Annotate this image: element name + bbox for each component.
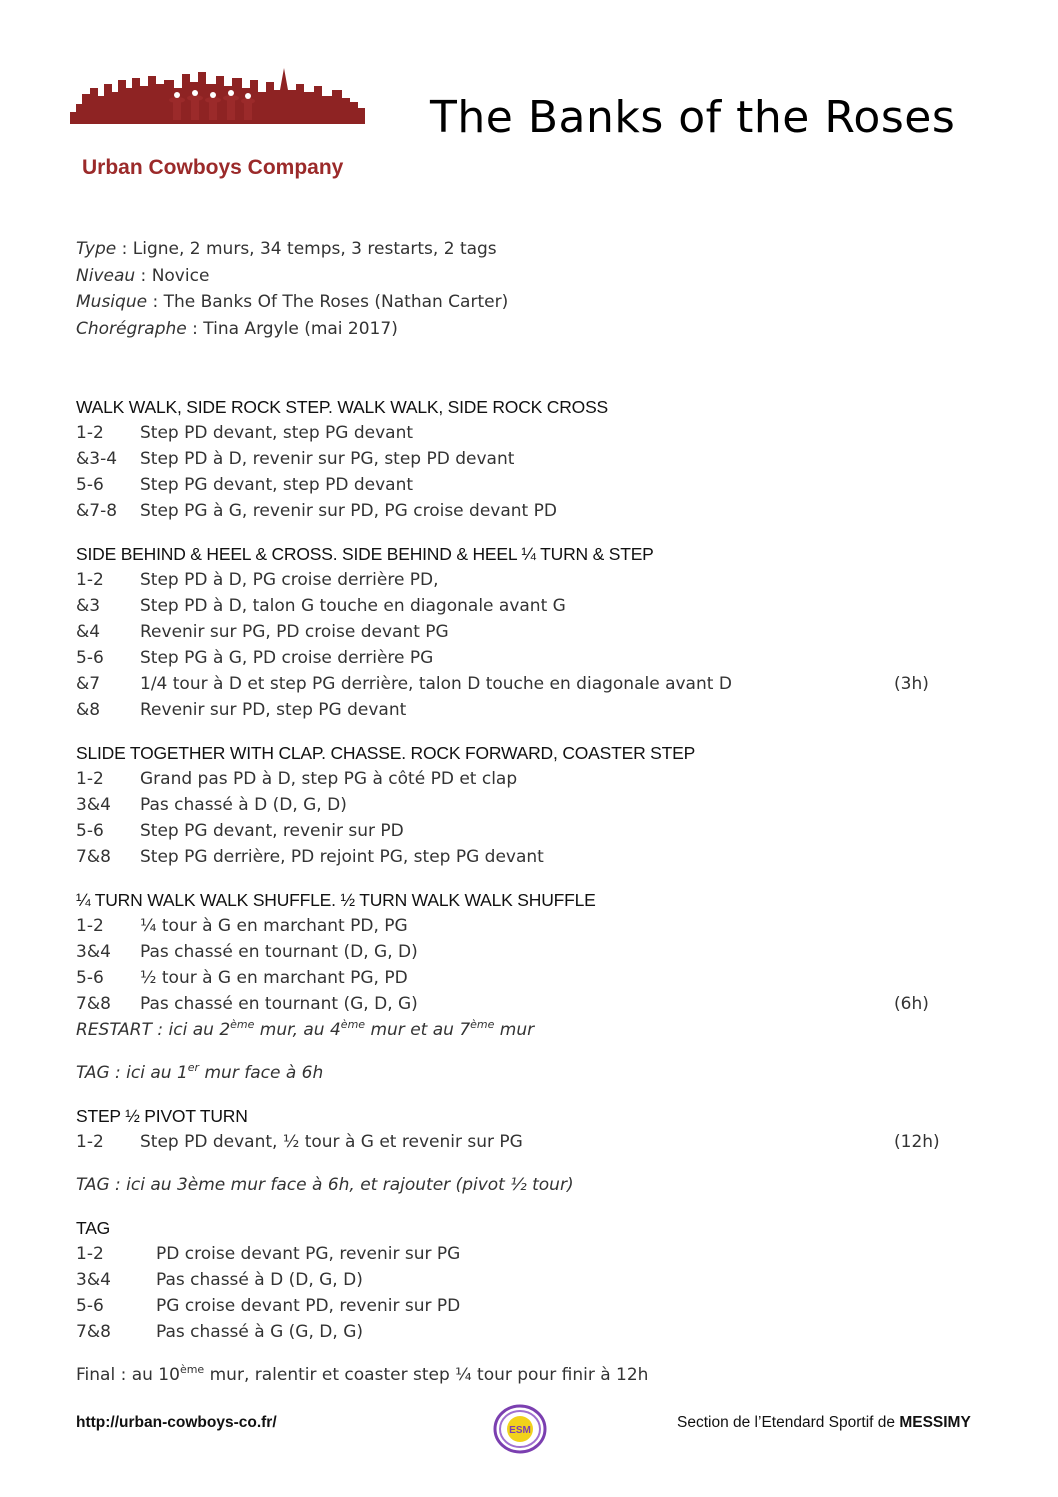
section-title: SLIDE TOGETHER WITH CLAP. CHASSE. ROCK FORWARD, COASTER STEP: [76, 743, 696, 763]
step-desc: Step PD devant, step PG devant: [140, 423, 414, 443]
step-count: 7&8: [76, 994, 111, 1014]
step-row: [76, 991, 956, 1017]
step-desc: Revenir sur PG, PD croise devant PG: [140, 622, 449, 642]
company-name: Urban Cowboys Company: [82, 156, 344, 179]
step-desc: 1/4 tour à D et step PG derrière, talon D touche en diagonale avant D: [140, 674, 732, 694]
step-desc: Pas chassé à G (G, D, G): [156, 1322, 363, 1342]
section-title: SIDE BEHIND & HEEL & CROSS. SIDE BEHIND & HEEL ¼ TURN & STEP: [76, 544, 654, 564]
step-desc: ½ tour à G en marchant PG, PD: [140, 968, 408, 988]
step-desc: Pas chassé en tournant (D, G, D): [140, 942, 418, 962]
step-row: [76, 645, 956, 671]
step-facing: (6h): [894, 994, 929, 1014]
step-count: &7-8: [76, 501, 118, 521]
step-row: [76, 498, 956, 524]
final-note: Final : au 10ème mur, ralentir et coaster step ¼ tour pour finir à 12h: [76, 1363, 649, 1385]
step-count: 1-2: [76, 570, 104, 590]
step-desc: Pas chassé en tournant (G, D, G): [140, 994, 418, 1014]
step-desc: Step PG derrière, PD rejoint PG, step PG devant: [140, 847, 544, 867]
info-type: Type : Ligne, 2 murs, 34 temps, 3 restarts, 2 tags: [76, 239, 497, 259]
step-sheet: [76, 394, 956, 1388]
step-desc: PD croise devant PG, revenir sur PG: [156, 1244, 461, 1264]
section-title: TAG: [76, 1218, 111, 1238]
step-row: [76, 567, 956, 593]
step-row: [76, 619, 956, 645]
step-row: [76, 818, 956, 844]
club-section: Section de l’Etendard Sportif de MESSIMY: [677, 1414, 971, 1431]
step-row: [76, 939, 956, 965]
step-count: 1-2: [76, 1132, 104, 1152]
step-count: 3&4: [76, 795, 111, 815]
step-row: [76, 792, 956, 818]
step-count: 1-2: [76, 916, 104, 936]
step-count: &8: [76, 700, 101, 720]
step-desc: Step PD à D, PG croise derrière PD,: [140, 570, 439, 590]
info-choreographer: Chorégraphe : Tina Argyle (mai 2017): [76, 318, 398, 339]
city-skyline-cowboys-icon: [70, 68, 365, 128]
step-desc: Grand pas PD à D, step PG à côté PD et clap: [140, 769, 518, 789]
step-row: [76, 1319, 956, 1345]
step-desc: Revenir sur PD, step PG devant: [140, 700, 407, 720]
esm-logo-text: ESM: [509, 1425, 531, 1436]
esm-logo: [492, 1403, 548, 1455]
info-level: Niveau : Novice: [76, 265, 210, 286]
step-count: &4: [76, 622, 101, 642]
step-count: 1-2: [76, 1244, 104, 1264]
step-count: 1-2: [76, 423, 104, 443]
step-row: [76, 593, 956, 619]
step-desc: Step PD devant, ½ tour à G et revenir sur PG: [140, 1132, 523, 1152]
step-row: [76, 965, 956, 991]
step-desc: Step PG à G, PD croise derrière PG: [140, 648, 434, 668]
step-row: [76, 1267, 956, 1293]
section-title: STEP ½ PIVOT TURN: [76, 1106, 248, 1126]
dance-info: [76, 236, 508, 342]
step-count: 1-2: [76, 769, 104, 789]
step-count: 7&8: [76, 847, 111, 867]
step-desc: Step PG devant, revenir sur PD: [140, 821, 404, 841]
step-count: 3&4: [76, 1270, 111, 1290]
step-desc: Pas chassé à D (D, G, D): [156, 1270, 363, 1290]
step-desc: Step PD à D, revenir sur PG, step PD devant: [140, 449, 515, 469]
step-facing: (12h): [894, 1132, 940, 1152]
section-title: WALK WALK, SIDE ROCK STEP. WALK WALK, SIDE ROCK CROSS: [76, 397, 609, 417]
tag-note-2: TAG : ici au 3ème mur face à 6h, et rajouter (pivot ½ tour): [76, 1175, 574, 1195]
step-count: &7: [76, 674, 101, 694]
step-row: [76, 766, 956, 792]
step-desc: ¼ tour à G en marchant PD, PG: [140, 916, 408, 936]
step-count: 5-6: [76, 648, 104, 668]
step-desc: Step PD à D, talon G touche en diagonale avant G: [140, 596, 566, 616]
step-row: [76, 1293, 956, 1319]
step-row: [76, 671, 956, 697]
esm-logo-icon: [492, 1403, 548, 1455]
restart-note: RESTART : ici au 2ème mur, au 4ème mur et au 7ème mur: [76, 1018, 535, 1040]
step-row: [76, 1241, 956, 1267]
step-count: 7&8: [76, 1322, 111, 1342]
step-count: 5-6: [76, 475, 104, 495]
tag-note-1: TAG : ici au 1er mur face à 6h: [76, 1061, 324, 1083]
step-facing: (3h): [894, 674, 929, 694]
step-row: [76, 844, 956, 870]
step-count: 5-6: [76, 968, 104, 988]
company-logo: [70, 68, 365, 183]
step-desc: Pas chassé à D (D, G, D): [140, 795, 347, 815]
step-count: 3&4: [76, 942, 111, 962]
step-row: [76, 913, 956, 939]
info-music: Musique : The Banks Of The Roses (Nathan Carter): [76, 292, 509, 312]
step-count: 5-6: [76, 821, 104, 841]
page-title: The Banks of the Roses: [430, 92, 956, 143]
step-desc: Step PG à G, revenir sur PD, PG croise devant PD: [140, 501, 557, 521]
section-title: ¼ TURN WALK WALK SHUFFLE. ½ TURN WALK WALK SHUFFLE: [76, 890, 596, 910]
step-row: [76, 446, 956, 472]
step-row: [76, 697, 956, 723]
step-row: [76, 472, 956, 498]
step-count: 5-6: [76, 1296, 104, 1316]
step-desc: Step PG devant, step PD devant: [140, 475, 414, 495]
step-row: [76, 1129, 956, 1155]
step-count: &3-4: [76, 449, 118, 469]
website-link[interactable]: http://urban-cowboys-co.fr/: [76, 1414, 277, 1431]
step-count: &3: [76, 596, 101, 616]
step-row: [76, 420, 956, 446]
step-desc: PG croise devant PD, revenir sur PD: [156, 1296, 461, 1316]
